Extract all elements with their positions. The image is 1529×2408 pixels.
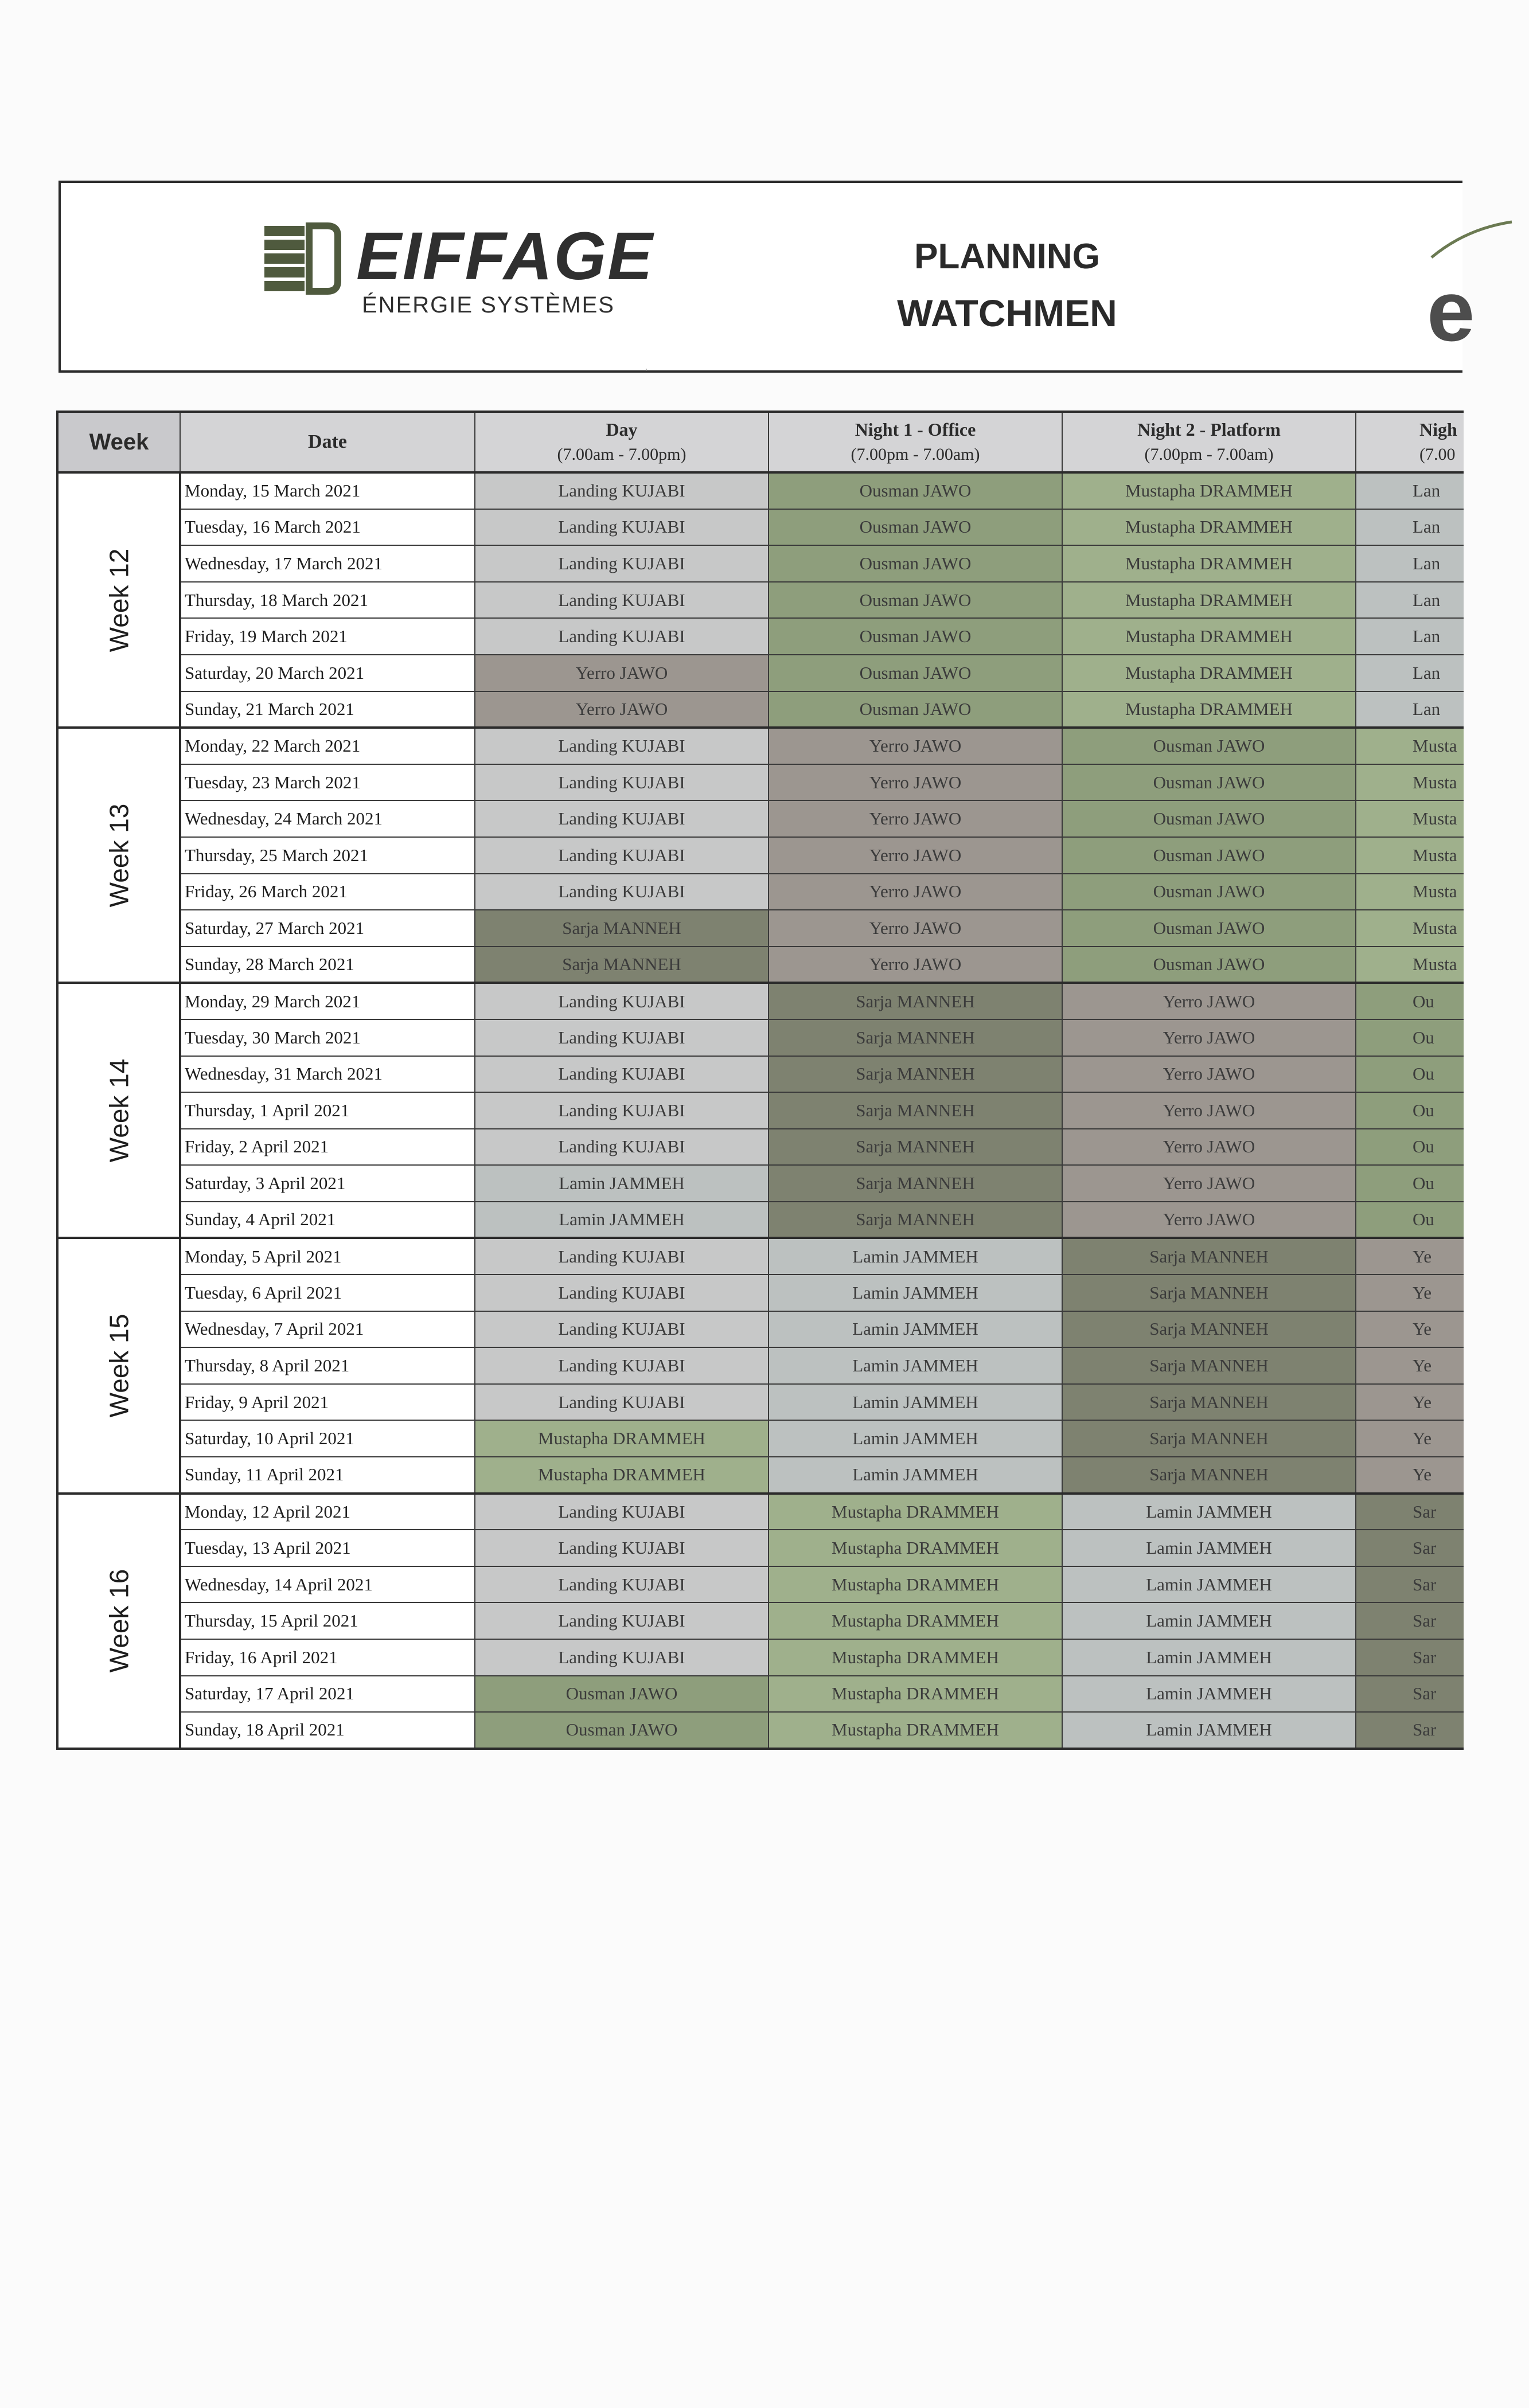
column-header-night1-shift [769, 412, 1062, 472]
shift-assignment-cell: Ousman JAWO [769, 582, 1062, 619]
shift-assignment-cell: Lan [1356, 545, 1464, 582]
date-cell: Thursday, 18 March 2021 [180, 582, 475, 619]
table-row [57, 1056, 1464, 1093]
shift-assignment-cell: Sarja MANNEH [769, 1019, 1062, 1056]
shift-assignment-cell: Lamin JAMMEH [1062, 1676, 1356, 1713]
shift-assignment-cell: Mustapha DRAMMEH [769, 1566, 1062, 1603]
title-line-2: WATCHMEN [897, 292, 1117, 334]
table-row [57, 1676, 1464, 1713]
shift-assignment-cell: Ousman JAWO [1062, 728, 1356, 764]
shift-assignment-cell: Mustapha DRAMMEH [1062, 472, 1356, 509]
table-row [57, 1712, 1464, 1749]
shift-assignment-cell: Yerro JAWO [1062, 1019, 1356, 1056]
shift-assignment-cell: Sarja MANNEH [769, 1056, 1062, 1093]
date-cell: Saturday, 27 March 2021 [180, 910, 475, 947]
logo-subtitle: ÉNERGIE SYSTÈMES [362, 292, 615, 318]
date-cell: Saturday, 10 April 2021 [180, 1420, 475, 1457]
shift-assignment-cell: Yerro JAWO [769, 764, 1062, 801]
table-row [57, 1092, 1464, 1129]
shift-assignment-cell: Mustapha DRAMMEH [769, 1676, 1062, 1713]
shift-assignment-cell: Mustapha DRAMMEH [769, 1530, 1062, 1566]
shift-assignment-cell: Sarja MANNEH [769, 983, 1062, 1019]
week-label-cell [57, 472, 180, 728]
shift-assignment-cell: Landing KUJABI [475, 618, 769, 655]
shift-assignment-cell: Landing KUJABI [475, 1530, 769, 1566]
shift-assignment-cell: Ousman JAWO [475, 1676, 769, 1713]
eiffage-logo-mark-icon [264, 226, 339, 292]
table-row [57, 728, 1464, 764]
table-row [57, 800, 1464, 837]
shift-assignment-cell: Sarja MANNEH [475, 910, 769, 947]
shift-assignment-cell: Landing KUJABI [475, 1494, 769, 1530]
shift-assignment-cell: Ou [1356, 1202, 1464, 1238]
table-row [57, 1566, 1464, 1603]
table-row [57, 910, 1464, 947]
table-row [57, 1494, 1464, 1530]
table-row [57, 1165, 1464, 1202]
shift-assignment-cell: Ousman JAWO [1062, 874, 1356, 910]
column-header-date: Date [180, 412, 475, 472]
header-box [58, 181, 1475, 373]
shift-assignment-cell: Sarja MANNEH [769, 1129, 1062, 1166]
shift-assignment-cell: Ou [1356, 1165, 1464, 1202]
shift-hours: (7.00pm - 7.00am) [851, 445, 980, 464]
date-cell: Monday, 22 March 2021 [180, 728, 475, 764]
shift-assignment-cell: Sar [1356, 1712, 1464, 1749]
shift-assignment-cell: Mustapha DRAMMEH [475, 1457, 769, 1494]
date-cell: Monday, 5 April 2021 [180, 1238, 475, 1275]
shift-name: Day [606, 419, 638, 440]
shift-assignment-cell: Sar [1356, 1530, 1464, 1566]
shift-assignment-cell: Ye [1356, 1420, 1464, 1457]
table-row [57, 947, 1464, 983]
shift-assignment-cell: Sar [1356, 1639, 1464, 1676]
week-label: Week 15 [103, 1314, 134, 1418]
shift-assignment-cell: Musta [1356, 764, 1464, 801]
shift-assignment-cell: Ou [1356, 1019, 1464, 1056]
date-cell: Thursday, 8 April 2021 [180, 1347, 475, 1384]
date-cell: Sunday, 11 April 2021 [180, 1457, 475, 1494]
date-cell: Friday, 9 April 2021 [180, 1384, 475, 1421]
shift-assignment-cell: Landing KUJABI [475, 472, 769, 509]
watchmen-schedule-table [56, 411, 1464, 1750]
shift-assignment-cell: Lan [1356, 618, 1464, 655]
shift-assignment-cell: Musta [1356, 728, 1464, 764]
date-cell: Friday, 19 March 2021 [180, 618, 475, 655]
shift-assignment-cell: Landing KUJABI [475, 1275, 769, 1311]
shift-assignment-cell: Lamin JAMMEH [1062, 1639, 1356, 1676]
date-cell: Monday, 15 March 2021 [180, 472, 475, 509]
week-label-cell [57, 1238, 180, 1493]
shift-assignment-cell: Yerro JAWO [769, 947, 1062, 983]
table-row [57, 1347, 1464, 1384]
table-row [57, 509, 1464, 546]
shift-assignment-cell: Landing KUJABI [475, 1639, 769, 1676]
column-header-night2-shift [1062, 412, 1356, 472]
table-row [57, 545, 1464, 582]
shift-assignment-cell: Mustapha DRAMMEH [769, 1602, 1062, 1639]
shift-assignment-cell: Lamin JAMMEH [1062, 1602, 1356, 1639]
shift-assignment-cell: Mustapha DRAMMEH [1062, 618, 1356, 655]
table-row [57, 1129, 1464, 1166]
shift-assignment-cell: Yerro JAWO [769, 800, 1062, 837]
week-label: Week 14 [103, 1058, 134, 1163]
shift-assignment-cell: Yerro JAWO [1062, 1056, 1356, 1093]
shift-assignment-cell: Sarja MANNEH [1062, 1311, 1356, 1348]
date-cell: Sunday, 28 March 2021 [180, 947, 475, 983]
shift-assignment-cell: Sarja MANNEH [1062, 1238, 1356, 1275]
shift-assignment-cell: Sarja MANNEH [769, 1202, 1062, 1238]
shift-assignment-cell: Lamin JAMMEH [1062, 1712, 1356, 1749]
shift-assignment-cell: Musta [1356, 947, 1464, 983]
shift-assignment-cell: Ousman JAWO [475, 1712, 769, 1749]
shift-assignment-cell: Ye [1356, 1457, 1464, 1494]
date-cell: Sunday, 21 March 2021 [180, 691, 475, 728]
date-cell: Sunday, 18 April 2021 [180, 1712, 475, 1749]
week-label-cell [57, 983, 180, 1238]
shift-assignment-cell: Mustapha DRAMMEH [769, 1712, 1062, 1749]
shift-assignment-cell: Ou [1356, 1092, 1464, 1129]
table-row [57, 1420, 1464, 1457]
week-label-cell [57, 728, 180, 983]
shift-assignment-cell: Sarja MANNEH [1062, 1347, 1356, 1384]
shift-assignment-cell: Lamin JAMMEH [769, 1384, 1062, 1421]
shift-assignment-cell: Ousman JAWO [1062, 947, 1356, 983]
table-row [57, 983, 1464, 1019]
shift-assignment-cell: Yerro JAWO [1062, 1129, 1356, 1166]
date-cell: Wednesday, 14 April 2021 [180, 1566, 475, 1603]
date-cell: Friday, 2 April 2021 [180, 1129, 475, 1166]
shift-assignment-cell: Ousman JAWO [769, 691, 1062, 728]
shift-assignment-cell: Sarja MANNEH [1062, 1384, 1356, 1421]
shift-assignment-cell: Lamin JAMMEH [769, 1275, 1062, 1311]
date-cell: Monday, 12 April 2021 [180, 1494, 475, 1530]
shift-assignment-cell: Landing KUJABI [475, 1092, 769, 1129]
schedule-body [57, 472, 1464, 1749]
shift-assignment-cell: Ousman JAWO [769, 509, 1062, 546]
date-cell: Wednesday, 31 March 2021 [180, 1056, 475, 1093]
date-cell: Tuesday, 16 March 2021 [180, 509, 475, 546]
shift-assignment-cell: Lamin JAMMEH [475, 1165, 769, 1202]
shift-assignment-cell: Ousman JAWO [1062, 837, 1356, 874]
date-cell: Monday, 29 March 2021 [180, 983, 475, 1019]
shift-assignment-cell: Sarja MANNEH [769, 1092, 1062, 1129]
week-label: Week 16 [103, 1569, 134, 1673]
shift-assignment-cell: Yerro JAWO [475, 655, 769, 691]
column-header-night3-shift [1356, 412, 1464, 472]
shift-assignment-cell: Musta [1356, 874, 1464, 910]
table-row [57, 1238, 1464, 1275]
shift-assignment-cell: Ousman JAWO [769, 655, 1062, 691]
shift-assignment-cell: Lamin JAMMEH [1062, 1530, 1356, 1566]
shift-name: Night 1 - Office [855, 419, 976, 440]
shift-assignment-cell: Musta [1356, 800, 1464, 837]
table-row [57, 618, 1464, 655]
date-cell: Friday, 16 April 2021 [180, 1639, 475, 1676]
shift-assignment-cell: Lamin JAMMEH [769, 1347, 1062, 1384]
shift-assignment-cell: Landing KUJABI [475, 1129, 769, 1166]
shift-assignment-cell: Landing KUJABI [475, 837, 769, 874]
date-cell: Tuesday, 23 March 2021 [180, 764, 475, 801]
shift-assignment-cell: Ousman JAWO [769, 545, 1062, 582]
column-header-week: Week [57, 412, 180, 472]
logo-name: EIFFAGE [356, 218, 654, 294]
table-row [57, 1311, 1464, 1348]
shift-assignment-cell: Landing KUJABI [475, 874, 769, 910]
table-row [57, 691, 1464, 728]
table-row [57, 764, 1464, 801]
shift-hours: (7.00pm - 7.00am) [1144, 445, 1274, 464]
shift-assignment-cell: Ye [1356, 1347, 1464, 1384]
shift-assignment-cell: Lan [1356, 655, 1464, 691]
shift-assignment-cell: Landing KUJABI [475, 800, 769, 837]
eiffage-logo [264, 214, 677, 341]
date-cell: Sunday, 4 April 2021 [180, 1202, 475, 1238]
shift-assignment-cell: Lamin JAMMEH [769, 1457, 1062, 1494]
date-cell: Saturday, 3 April 2021 [180, 1165, 475, 1202]
date-cell: Friday, 26 March 2021 [180, 874, 475, 910]
date-cell: Wednesday, 7 April 2021 [180, 1311, 475, 1348]
client-logo [1414, 217, 1529, 359]
table-row [57, 874, 1464, 910]
week-label: Week 12 [103, 548, 134, 652]
shift-assignment-cell: Sar [1356, 1566, 1464, 1603]
shift-assignment-cell: Mustapha DRAMMEH [1062, 655, 1356, 691]
shift-name: Nigh [1419, 419, 1457, 440]
shift-hours: (7.00 [1419, 445, 1456, 464]
shift-assignment-cell: Ousman JAWO [769, 472, 1062, 509]
table-row [57, 1202, 1464, 1238]
table-row [57, 1639, 1464, 1676]
shift-name: Night 2 - Platform [1137, 419, 1281, 440]
shift-assignment-cell: Landing KUJABI [475, 1347, 769, 1384]
shift-assignment-cell: Musta [1356, 837, 1464, 874]
shift-assignment-cell: Landing KUJABI [475, 1311, 769, 1348]
shift-assignment-cell: Yerro JAWO [769, 728, 1062, 764]
table-row [57, 1019, 1464, 1056]
page-title [881, 229, 1133, 341]
shift-assignment-cell: Lamin JAMMEH [1062, 1494, 1356, 1530]
date-cell: Tuesday, 30 March 2021 [180, 1019, 475, 1056]
shift-assignment-cell: Yerro JAWO [769, 910, 1062, 947]
shift-assignment-cell: Sarja MANNEH [769, 1165, 1062, 1202]
shift-assignment-cell: Landing KUJABI [475, 1566, 769, 1603]
table-row [57, 582, 1464, 619]
table-row [57, 837, 1464, 874]
shift-assignment-cell: Lan [1356, 691, 1464, 728]
date-cell: Thursday, 1 April 2021 [180, 1092, 475, 1129]
table-row [57, 1384, 1464, 1421]
shift-assignment-cell: Sar [1356, 1676, 1464, 1713]
table-header-row [57, 412, 1464, 472]
shift-assignment-cell: Yerro JAWO [769, 874, 1062, 910]
shift-assignment-cell: Ye [1356, 1384, 1464, 1421]
table-row [57, 1530, 1464, 1566]
shift-assignment-cell: Lamin JAMMEH [769, 1420, 1062, 1457]
shift-assignment-cell: Mustapha DRAMMEH [1062, 582, 1356, 619]
shift-assignment-cell: Sarja MANNEH [1062, 1457, 1356, 1494]
shift-assignment-cell: Landing KUJABI [475, 1019, 769, 1056]
shift-assignment-cell: Yerro JAWO [1062, 1092, 1356, 1129]
table-row [57, 1602, 1464, 1639]
shift-assignment-cell: Ousman JAWO [1062, 910, 1356, 947]
shift-assignment-cell: Mustapha DRAMMEH [1062, 509, 1356, 546]
table-row [57, 1275, 1464, 1311]
table-row [57, 655, 1464, 691]
shift-assignment-cell: Ou [1356, 1129, 1464, 1166]
shift-assignment-cell: Ousman JAWO [769, 618, 1062, 655]
shift-assignment-cell: Ou [1356, 983, 1464, 1019]
title-line-1: PLANNING [914, 237, 1100, 276]
shift-assignment-cell: Lamin JAMMEH [475, 1202, 769, 1238]
shift-assignment-cell: Landing KUJABI [475, 545, 769, 582]
shift-assignment-cell: Lan [1356, 472, 1464, 509]
shift-assignment-cell: Yerro JAWO [1062, 1165, 1356, 1202]
date-cell: Wednesday, 24 March 2021 [180, 800, 475, 837]
date-cell: Tuesday, 13 April 2021 [180, 1530, 475, 1566]
shift-assignment-cell: Landing KUJABI [475, 764, 769, 801]
shift-assignment-cell: Mustapha DRAMMEH [475, 1420, 769, 1457]
table-row [57, 1457, 1464, 1494]
shift-assignment-cell: Lamin JAMMEH [769, 1311, 1062, 1348]
shift-assignment-cell: Yerro JAWO [1062, 983, 1356, 1019]
shift-assignment-cell: Mustapha DRAMMEH [1062, 545, 1356, 582]
shift-hours: (7.00am - 7.00pm) [557, 445, 687, 464]
column-header-day-shift [475, 412, 769, 472]
shift-assignment-cell: Landing KUJABI [475, 983, 769, 1019]
date-cell: Saturday, 17 April 2021 [180, 1676, 475, 1713]
shift-assignment-cell: Sarja MANNEH [475, 947, 769, 983]
shift-assignment-cell: Lamin JAMMEH [1062, 1566, 1356, 1603]
scan-mark: ' [645, 367, 648, 378]
shift-assignment-cell: Lan [1356, 509, 1464, 546]
shift-assignment-cell: Ye [1356, 1311, 1464, 1348]
week-label-cell [57, 1494, 180, 1749]
shift-assignment-cell: Landing KUJABI [475, 509, 769, 546]
client-logo-letter: e [1427, 263, 1475, 359]
shift-assignment-cell: Ye [1356, 1238, 1464, 1275]
table-row [57, 472, 1464, 509]
shift-assignment-cell: Landing KUJABI [475, 728, 769, 764]
date-cell: Thursday, 25 March 2021 [180, 837, 475, 874]
shift-assignment-cell: Mustapha DRAMMEH [1062, 691, 1356, 728]
shift-assignment-cell: Landing KUJABI [475, 1056, 769, 1093]
shift-assignment-cell: Ye [1356, 1275, 1464, 1311]
shift-assignment-cell: Yerro JAWO [475, 691, 769, 728]
shift-assignment-cell: Mustapha DRAMMEH [769, 1494, 1062, 1530]
date-cell: Thursday, 15 April 2021 [180, 1602, 475, 1639]
shift-assignment-cell: Lan [1356, 582, 1464, 619]
date-cell: Tuesday, 6 April 2021 [180, 1275, 475, 1311]
shift-assignment-cell: Landing KUJABI [475, 1238, 769, 1275]
swoosh-icon [1432, 217, 1512, 263]
shift-assignment-cell: Landing KUJABI [475, 1384, 769, 1421]
shift-assignment-cell: Sar [1356, 1494, 1464, 1530]
shift-assignment-cell: Mustapha DRAMMEH [769, 1639, 1062, 1676]
shift-assignment-cell: Ou [1356, 1056, 1464, 1093]
week-label: Week 13 [103, 803, 134, 908]
shift-assignment-cell: Ousman JAWO [1062, 800, 1356, 837]
date-cell: Saturday, 20 March 2021 [180, 655, 475, 691]
shift-assignment-cell: Musta [1356, 910, 1464, 947]
shift-assignment-cell: Yerro JAWO [1062, 1202, 1356, 1238]
shift-assignment-cell: Lamin JAMMEH [769, 1238, 1062, 1275]
shift-assignment-cell: Landing KUJABI [475, 582, 769, 619]
date-cell: Wednesday, 17 March 2021 [180, 545, 475, 582]
shift-assignment-cell: Landing KUJABI [475, 1602, 769, 1639]
shift-assignment-cell: Sar [1356, 1602, 1464, 1639]
shift-assignment-cell: Ousman JAWO [1062, 764, 1356, 801]
shift-assignment-cell: Yerro JAWO [769, 837, 1062, 874]
shift-assignment-cell: Sarja MANNEH [1062, 1420, 1356, 1457]
shift-assignment-cell: Sarja MANNEH [1062, 1275, 1356, 1311]
